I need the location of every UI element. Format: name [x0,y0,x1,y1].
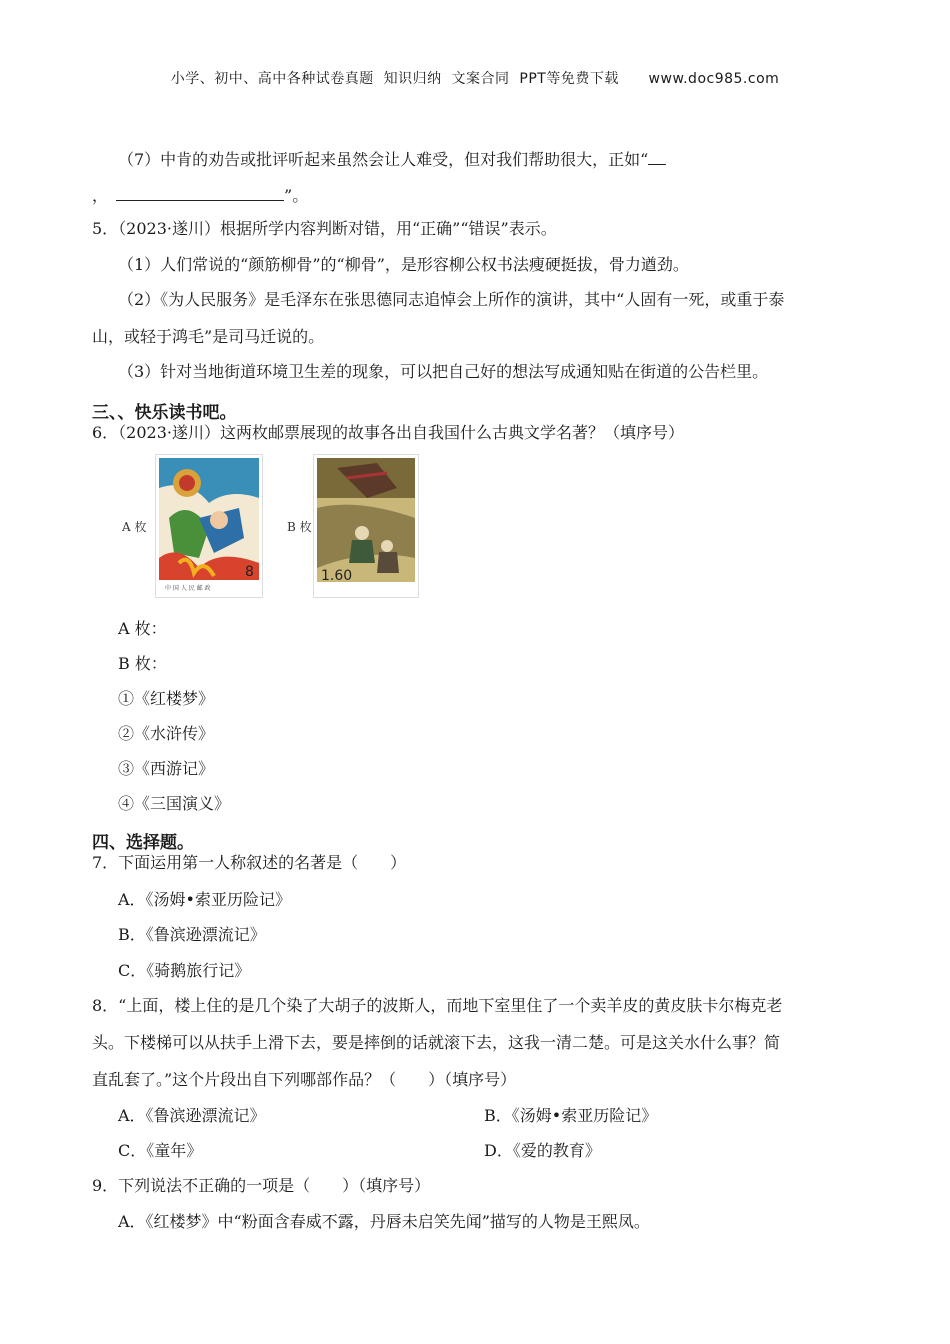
section-3-title: 三、、快乐读书吧。 [92,403,237,423]
stamp-a-label: A 枚 [122,520,147,534]
answer-blank[interactable] [648,148,666,165]
stamp-a-image [156,455,262,597]
comma: ， [92,186,109,205]
q8-stem-line-2: 头。下楼梯可以从扶手上滑下去，要是摔倒的话就滚下去，这我一清二楚。可是这关水什么事？简 [92,1033,781,1052]
q6-stem: 6．（2023·遂川）这两枚邮票展现的故事各出自我国什么古典文学名著？（填序号） [92,423,684,442]
q7-option-a: A．《汤姆•索亚历险记》 [118,890,291,909]
q4-item-7 [118,148,666,170]
q9-stem: 9．下列说法不正确的一项是（ ）（填序号） [92,1176,431,1195]
stamp-a-illustration [159,458,259,594]
quote-end: ”。 [284,186,309,205]
q7-option-b: B．《鲁滨逊漂流记》 [118,925,266,944]
q5-item-2-cont: 山，或轻于鸿毛”是司马迁说的。 [92,327,325,346]
q5-item-3: （3）针对当地街道环境卫生差的现象，可以把自己好的想法写成通知贴在街道的公告栏里。 [118,362,769,381]
q6-option-3: ③《西游记》 [118,759,215,778]
q4-item-7-cont [92,184,308,206]
stamp-b-value: 1.60 [321,568,353,584]
q9-option-a: A．《红楼梦》中“粉面含春威不露，丹唇未启笑先闻”描写的人物是王熙凤。 [118,1212,650,1231]
stamp-a-country: 中 国 人 民 邮 政 [165,585,211,592]
q6-answer-b: B 枚： [118,654,167,673]
q8-stem-line-1: 8．“上面，楼上住的是几个染了大胡子的波斯人，而地下室里住了一个卖羊皮的黄皮肤卡尔梅克老 [92,996,783,1015]
q4-item-7-text: （7）中肯的劝告或批评听起来虽然会让人难受，但对我们帮助很大，正如“ [118,150,649,169]
stamp-b-label: B 枚 [287,520,312,534]
q8-option-d: D．《爱的教育》 [484,1141,601,1160]
answer-blank[interactable] [116,184,284,201]
q8-option-c: C．《童年》 [118,1141,203,1160]
q5-item-2: （2）《为人民服务》是毛泽东在张思德同志追悼会上所作的演讲，其中“人固有一死，或重于泰 [118,290,785,309]
stamp-b-illustration [317,458,415,594]
q6-option-4: ④《三国演义》 [118,794,231,813]
q8-stem-line-3: 直乱套了。”这个片段出自下列哪部作品？（ ）（填序号） [92,1070,517,1089]
q6-option-2: ②《水浒传》 [118,724,215,743]
section-4-title: 四、选择题。 [92,833,194,853]
q5-stem: 5．（2023·遂川）根据所学内容判断对错，用“正确”“错误”表示。 [92,219,557,238]
q7-stem: 7．下面运用第一人称叙述的名著是（ ） [92,853,407,872]
q7-option-c: C．《骑鹅旅行记》 [118,961,251,980]
q6-answer-a: A 枚： [118,619,167,638]
q8-option-a: A．《鲁滨逊漂流记》 [118,1106,266,1125]
q5-item-1: （1）人们常说的“颜筋柳骨”的“柳骨”，是形容柳公权书法瘦硬挺拔，骨力遒劲。 [118,255,689,274]
stamp-b-image [314,455,418,597]
stamp-a-value: 8 [245,564,254,580]
q8-option-b: B．《汤姆•索亚历险记》 [484,1106,658,1125]
q6-option-1: ①《红楼梦》 [118,689,215,708]
page-header: 小学、初中、高中各种试卷真题 知识归纳 文案合同 PPT等免费下载 www.doc985.com [170,71,780,87]
